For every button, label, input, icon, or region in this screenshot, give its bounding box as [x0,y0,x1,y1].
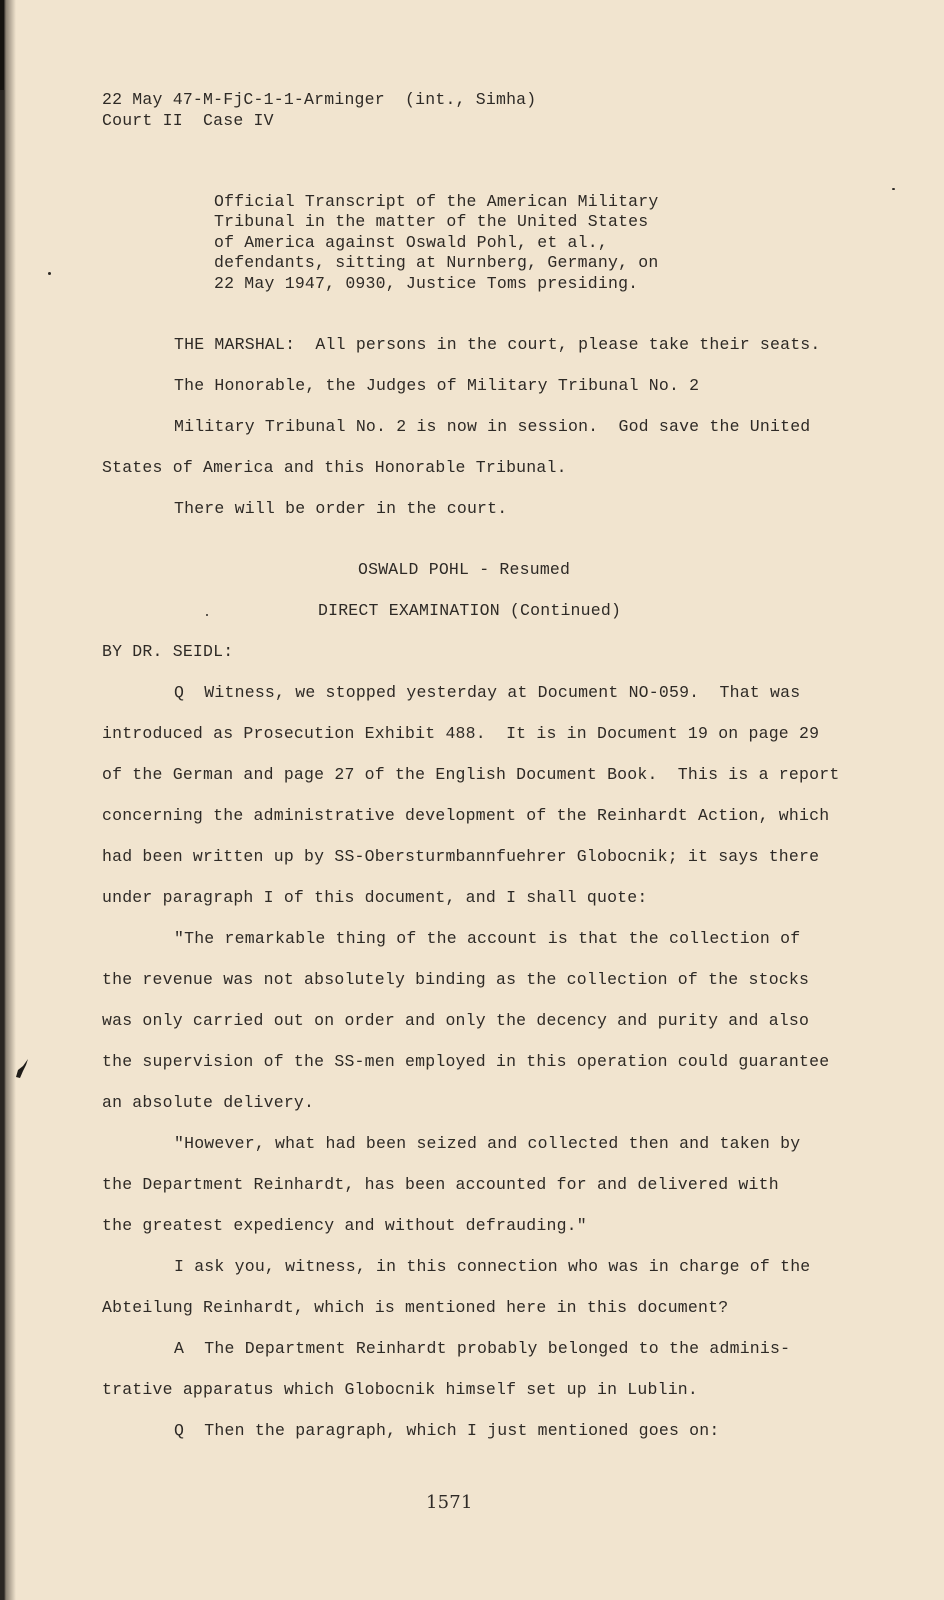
page-number: 1571 [426,1492,473,1513]
quote-line: the greatest expediency and without defrauding." [102,1216,587,1235]
examiner-line: BY DR. SEIDL: [102,642,234,661]
quote-line: an absolute delivery. [102,1093,315,1112]
answer-line: trative apparatus which Globocnik himself set up in Lublin. [102,1380,698,1399]
body-line: Q Witness, we stopped yesterday at Document NO-059. That was [174,683,801,702]
quote-line: the revenue was not absolutely binding as the collection of the stocks [102,970,810,989]
marshal-line: THE MARSHAL: All persons in the court, please take their seats. [174,335,821,354]
header-court-case: Court II Case IV [102,111,274,130]
margin-ink-mark [14,1058,32,1080]
body-line: of the German and page 27 of the English Document Book. This is a report [102,765,840,784]
caption-line: Official Transcript of the American Military [214,192,659,211]
scan-speck [892,188,895,190]
scan-left-edge [0,0,16,1600]
body-line: introduced as Prosecution Exhibit 488. It is in Document 19 on page 29 [102,724,820,743]
caption-line: of America against Oswald Pohl, et al., [214,233,608,252]
scan-speck [206,614,208,616]
body-line: I ask you, witness, in this connection who was in charge of the [174,1257,811,1276]
caption-line: Tribunal in the matter of the United States [214,212,649,231]
body-line: Abteilung Reinhardt, which is mentioned here in this document? [102,1298,729,1317]
quote-line: "However, what had been seized and collected then and taken by [174,1134,801,1153]
caption-line: defendants, sitting at Nurnberg, Germany, on [214,253,659,272]
quote-line: the supervision of the SS-men employed in this operation could guarantee [102,1052,830,1071]
examination-heading: DIRECT EXAMINATION (Continued) [318,601,622,620]
caption-line: 22 May 1947, 0930, Justice Toms presiding. [214,274,639,293]
opening-line: States of America and this Honorable Tribunal. [102,458,567,477]
scan-edge-mark [0,0,4,90]
body-line: Q Then the paragraph, which I just mentioned goes on: [174,1421,720,1440]
opening-line: Military Tribunal No. 2 is now in session. God save the United [174,417,811,436]
quote-line: was only carried out on order and only the decency and purity and also [102,1011,810,1030]
opening-line: The Honorable, the Judges of Military Tribunal No. 2 [174,376,700,395]
answer-line: A The Department Reinhardt probably belonged to the adminis- [174,1339,791,1358]
scan-speck [48,272,51,275]
body-line: had been written up by SS-Obersturmbannfuehrer Globocnik; it says there [102,847,820,866]
quote-line: the Department Reinhardt, has been accounted for and delivered with [102,1175,779,1194]
body-line: concerning the administrative development of the Reinhardt Action, which [102,806,830,825]
header-reference: 22 May 47-M-FjC-1-1-Arminger (int., Simha) [102,90,537,109]
opening-line: There will be order in the court. [174,499,508,518]
witness-heading: OSWALD POHL - Resumed [358,560,571,579]
quote-line: "The remarkable thing of the account is that the collection of [174,929,801,948]
body-line: under paragraph I of this document, and I shall quote: [102,888,648,907]
